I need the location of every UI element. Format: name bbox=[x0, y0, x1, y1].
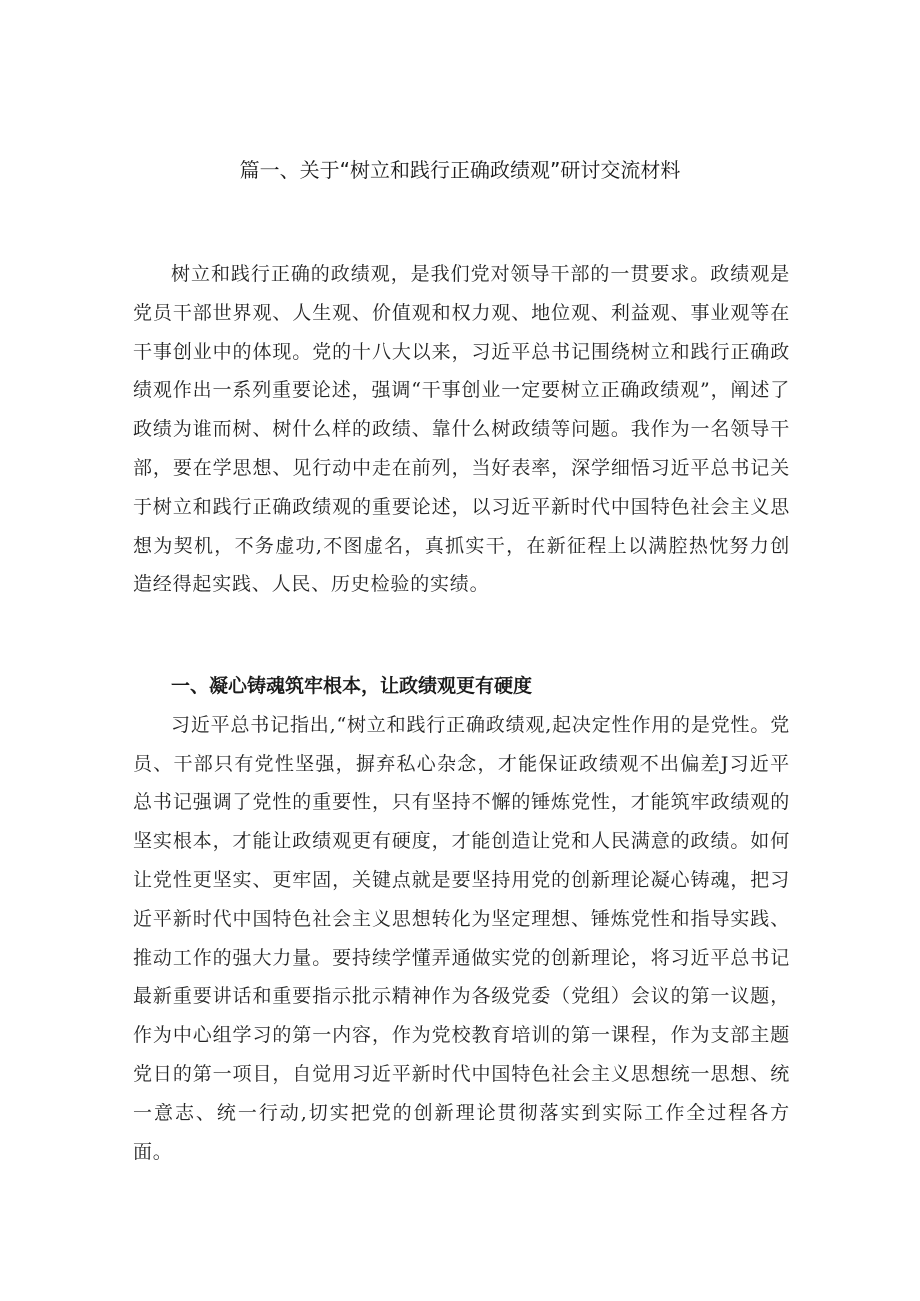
section-one bbox=[133, 667, 790, 1171]
intro-paragraph: 树立和践行正确的政绩观，是我们党对领导干部的一贯要求。政绩观是党员干部世界观、人生观、价值观和权力观、地位观、利益观、事业观等在干事创业中的体现。党的十八大以来，习近平总书记围绕树立和践行正确政绩观作出一系列重要论述，强调“干事创业一定要树立正确政绩观”，阐述了政绩为谁而树、树什么样的政绩、靠什么树政绩等问题。我作为一名领导干部，要在学思想、见行动中走在前列，当好表率，深学细悟习近平总书记关于树立和践行正确政绩观的重要论述，以习近平新时代中国特色社会主义思想为契机，不务虚功,不图虚名，真抓实干，在新征程上以满腔热忱努力创造经得起实践、人民、历史检验的实绩。 bbox=[133, 263, 790, 596]
intro-section bbox=[133, 255, 790, 604]
document-title: 篇一、关于“树立和践行正确政绩观”研讨交流材料 bbox=[239, 158, 681, 182]
section-one-heading: 一、凝心铸魂筑牢根本，让政绩观更有硬度 bbox=[171, 675, 533, 697]
section-one-paragraph: 习近平总书记指出,“树立和践行正确政绩观,起决定性作用的是党性。党员、干部只有党性坚强，摒弃私心杂念，才能保证政绩观不出偏差J习近平总书记强调了党性的重要性，只有坚持不懈的锤炼党性，才能筑牢政绩观的坚实根本，才能让政绩观更有硬度，才能创造让党和人民满意的政绩。如何让党性更坚实、更牢固，关键点就是要坚持用党的创新理论凝心铸魂，把习近平新时代中国特色社会主义思想转化为坚定理想、锤炼党性和指导实践、推动工作的强大力量。要持续学懂弄通做实党的创新理论，将习近平总书记最新重要讲话和重要指示批示精神作为各级党委（党组）会议的第一议题，作为中心组学习的第一内容，作为党校教育培训的第一课程，作为支部主题党日的第一项目，自觉用习近平新时代中国特色社会主义思想统一思想、统一意志、统一行动,切实把党的创新理论贯彻落实到实际工作全过程各方面。 bbox=[133, 713, 790, 1163]
